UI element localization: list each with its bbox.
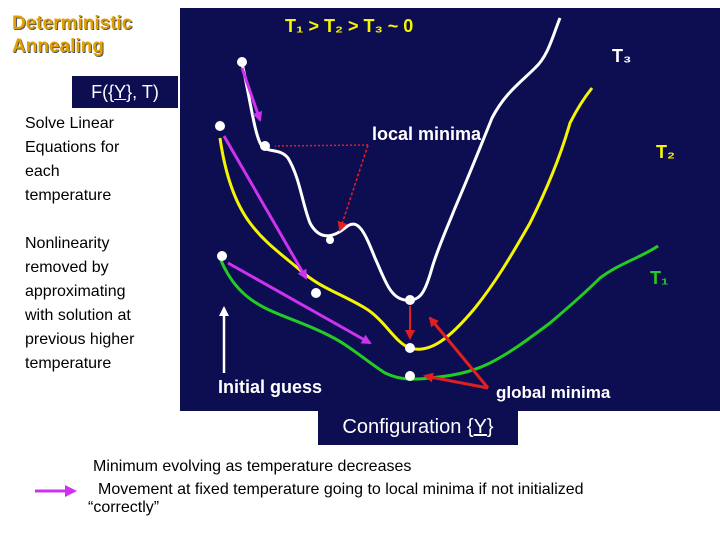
side-note-linear-equations xyxy=(25,112,175,208)
point-t3-global xyxy=(405,295,415,305)
side-note-2-line: with solution at xyxy=(25,307,131,324)
side-note-1-line: Solve Linear xyxy=(25,115,114,132)
function-prefix: F({ xyxy=(91,82,115,102)
initial-guess-label: Initial guess xyxy=(218,377,323,397)
configuration-prefix: Configuration { xyxy=(342,416,474,438)
title-line-2: Annealing xyxy=(12,36,104,57)
configuration-box xyxy=(318,409,518,445)
arrow-magenta-t2 xyxy=(224,136,306,278)
arrow-red-local-minima xyxy=(340,145,368,230)
side-note-2-line: Nonlinearity xyxy=(25,235,110,252)
side-note-nonlinearity xyxy=(25,232,175,376)
point-t2-start xyxy=(215,121,225,131)
arrow-magenta-t1 xyxy=(228,263,370,343)
curve-label-t1: T₁ xyxy=(650,268,669,288)
diagram-panel xyxy=(180,8,720,411)
temperature-order-label: T₁ > T₂ > T₃ ~ 0 xyxy=(285,16,414,36)
annealing-diagram xyxy=(180,8,720,411)
global-minima-label: global minima xyxy=(496,383,611,402)
configuration-variable: Y xyxy=(473,416,487,438)
point-t3-start xyxy=(237,57,247,67)
function-box xyxy=(72,76,178,108)
configuration-suffix: } xyxy=(486,416,494,438)
point-t2-global xyxy=(405,343,415,353)
local-minima-label: local minima xyxy=(372,124,482,144)
point-t3-local xyxy=(260,141,270,151)
side-note-2-line: previous higher xyxy=(25,331,135,348)
side-note-2-line: approximating xyxy=(25,283,126,300)
curve-t1 xyxy=(220,246,658,379)
side-note-1-line: temperature xyxy=(25,187,112,204)
curve-label-t3: T₃ xyxy=(612,46,632,66)
legend-magenta-arrow-text: Movement at fixed temperature going to local minima if not initialized “correctly” xyxy=(88,481,584,516)
side-note-1-line: Equations for xyxy=(25,139,120,156)
side-note-2-line: removed by xyxy=(25,259,109,276)
arrow-red-local-minima-2 xyxy=(275,145,368,146)
point-t1-start xyxy=(217,251,227,261)
title-line-1: Deterministic xyxy=(12,13,133,34)
function-variable: Y xyxy=(114,82,127,102)
legend-magenta-arrow-icon xyxy=(35,483,79,499)
side-note-2-line: temperature xyxy=(25,355,112,372)
curve-label-t2: T₂ xyxy=(656,142,675,162)
side-note-1-line: each xyxy=(25,163,60,180)
legend-red-arrow-text: Minimum evolving as temperature decreases xyxy=(93,458,412,475)
slide-title xyxy=(12,12,132,58)
point-t1-global xyxy=(405,371,415,381)
point-t2-local xyxy=(311,288,321,298)
curve-t3 xyxy=(242,18,560,300)
function-suffix: }, T) xyxy=(126,82,159,102)
point-t3-local-2 xyxy=(326,236,334,244)
